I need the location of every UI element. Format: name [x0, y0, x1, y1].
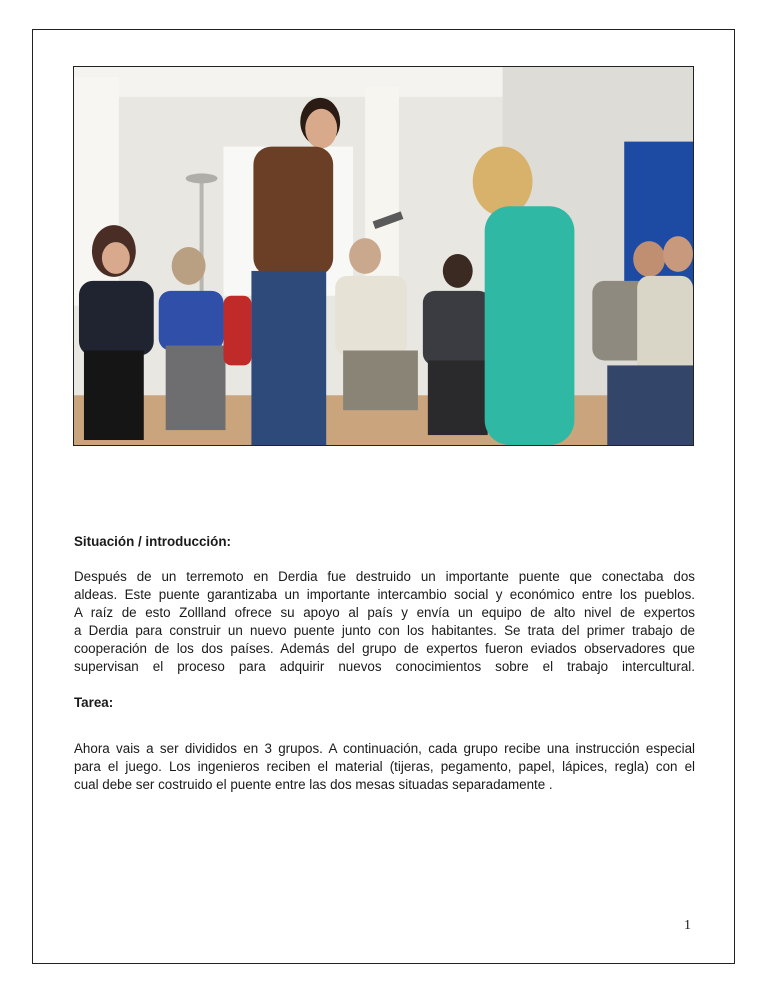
page-number: 1 [684, 918, 691, 933]
paragraph-line: Ahora vais a ser divididos en 3 grupos. A continuación, cada grupo recibe una instrucción especial [74, 741, 695, 756]
introduction-paragraph [74, 568, 695, 676]
paragraph-line: supervisan el proceso para adquirir nuevos conocimientos sobre el trabajo intercultural. [74, 659, 695, 674]
paragraph-line: a Derdia para construir un nuevo puente junto con los habitantes. Se trata del primer trabajo de [74, 623, 695, 638]
paragraph-line: aldeas. Este puente garantizaba un importante intercambio social y económico entre los pueblos. [74, 587, 695, 602]
section-task [74, 694, 695, 712]
task-paragraph [74, 740, 695, 794]
paragraph-line: A raíz de esto Zollland ofrece su apoyo al país y envía un equipo de alto nivel de expertos [74, 605, 695, 620]
section-introduction [74, 533, 695, 551]
paragraph-line: cual debe ser costruido el puente entre las dos mesas situadas separadamente . [74, 777, 553, 792]
paragraph-line: para el juego. Los ingenieros reciben el material (tijeras, pegamento, papel, lápices, regla) con el [74, 759, 695, 774]
photo-icon [74, 67, 693, 445]
section-heading: Situación / introducción: [74, 534, 231, 549]
paragraph-line: Después de un terremoto en Derdia fue destruido un importante puente que conectaba dos [74, 569, 695, 584]
workshop-photo [73, 66, 694, 446]
paragraph-line: cooperación de los dos países. Además del grupo de expertos fueron eviados observadores que [74, 641, 695, 656]
section-heading: Tarea: [74, 695, 114, 710]
